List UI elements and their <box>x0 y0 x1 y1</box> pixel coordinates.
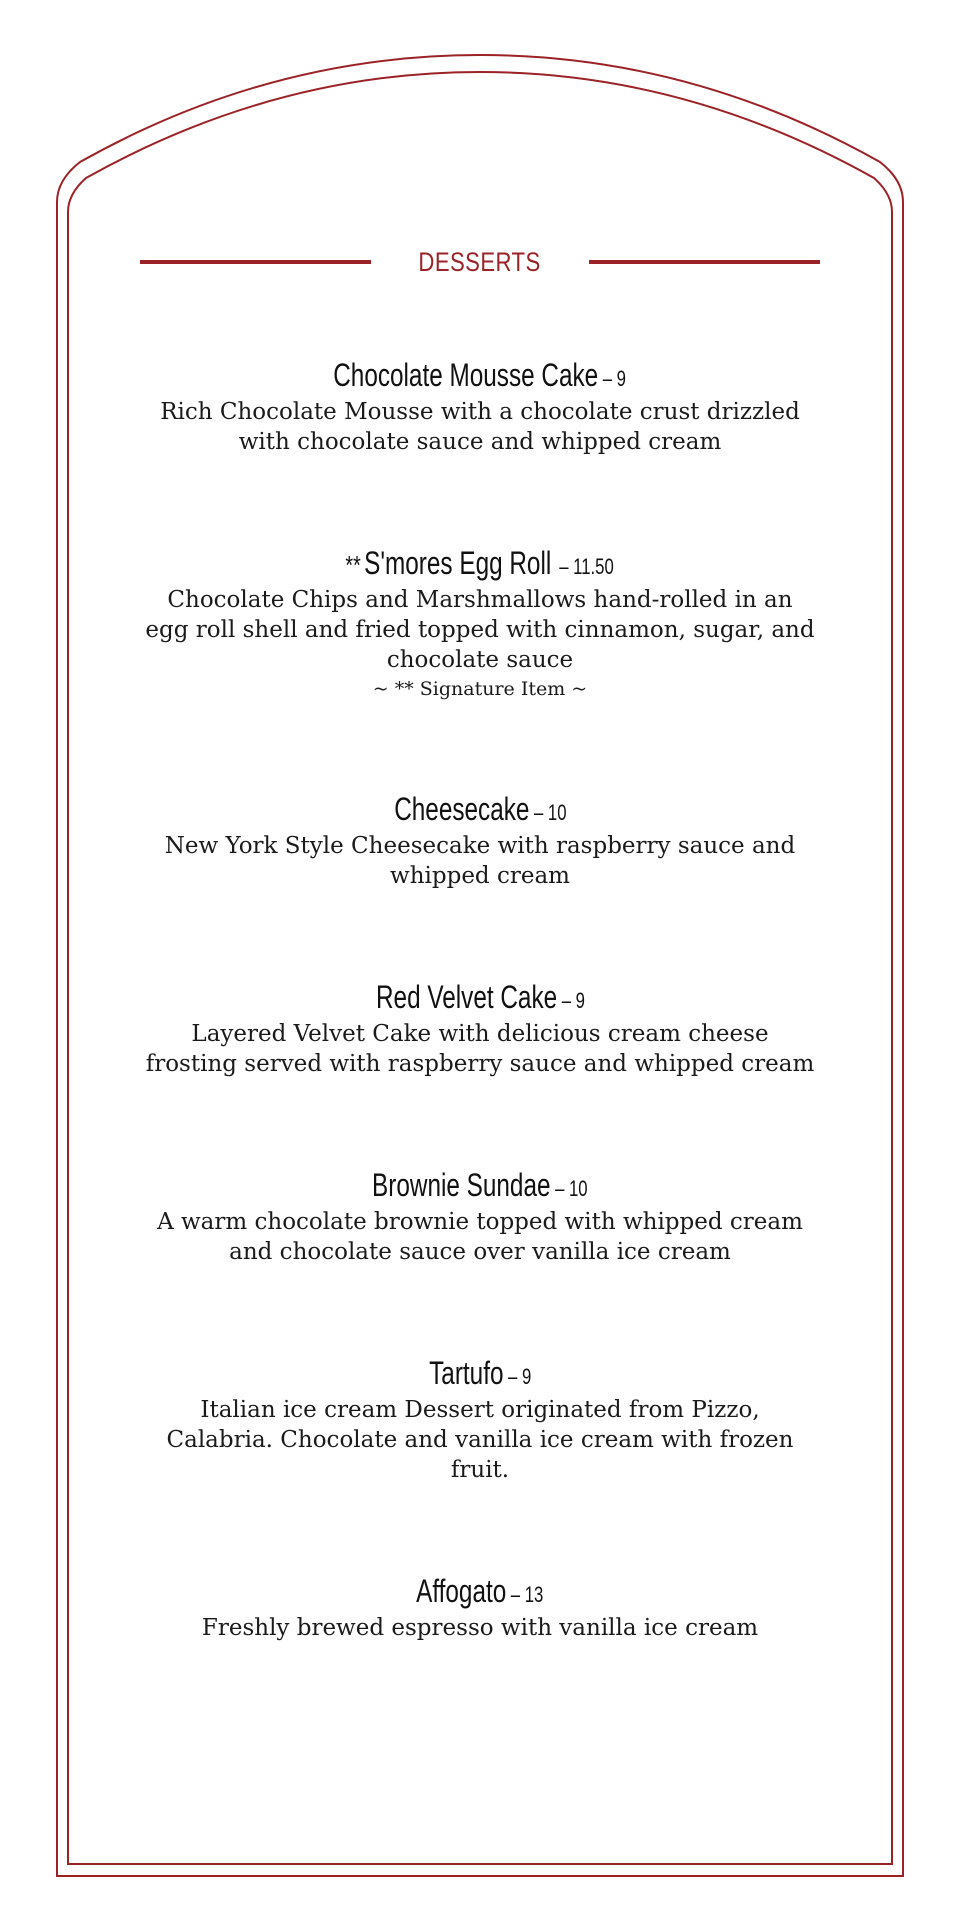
item-name: Tartufo <box>428 1355 504 1391</box>
signature-marker: ** <box>345 550 362 580</box>
header-rule-right <box>589 260 820 264</box>
item-name: Red Velvet Cake <box>375 979 557 1015</box>
item-description: Layered Velvet Cake with delicious cream cheese frosting served with raspberry sauce and whipped cream <box>145 1021 815 1077</box>
menu-item-affogato <box>140 1571 820 1643</box>
item-title-line <box>140 1165 820 1205</box>
item-name: Brownie Sundae <box>372 1167 551 1203</box>
item-price: – 13 <box>511 1582 544 1607</box>
item-title-line <box>140 355 820 395</box>
menu-item-smores-egg-roll <box>140 543 820 703</box>
item-name: Affogato <box>416 1573 507 1609</box>
item-title-line <box>140 1571 820 1611</box>
menu-item-brownie-sundae <box>140 1165 820 1267</box>
section-header <box>140 242 820 282</box>
item-title-line <box>140 977 820 1017</box>
item-title-line <box>140 789 820 829</box>
item-price: – 9 <box>561 988 585 1013</box>
item-name: Chocolate Mousse Cake <box>333 357 599 393</box>
item-name: Cheesecake <box>393 791 530 827</box>
signature-note: ~ ** Signature Item ~ <box>372 678 588 700</box>
menu-item-tartufo <box>140 1353 820 1485</box>
item-price: – 10 <box>555 1176 588 1201</box>
menu-list <box>140 355 820 1729</box>
item-description: Freshly brewed espresso with vanilla ice cream <box>201 1615 759 1641</box>
menu-item-cheesecake <box>140 789 820 891</box>
menu-item-chocolate-mousse-cake <box>140 355 820 457</box>
item-price: – 9 <box>603 366 627 391</box>
item-price: – 11.50 <box>559 554 615 579</box>
item-description: New York Style Cheesecake with raspberry sauce and whipped cream <box>164 833 796 889</box>
item-description: Rich Chocolate Mousse with a chocolate crust drizzled with chocolate sauce and whipped cream <box>160 399 800 455</box>
item-price: – 10 <box>533 800 567 825</box>
item-price: – 9 <box>507 1364 532 1389</box>
item-title-line <box>140 543 820 583</box>
item-title-line <box>140 1353 820 1393</box>
item-description: A warm chocolate brownie topped with whipped cream and chocolate sauce over vanilla ice cream <box>157 1209 803 1265</box>
item-name: S'mores Egg Roll <box>364 545 552 581</box>
item-description: Italian ice cream Dessert originated from Pizzo, Calabria. Chocolate and vanilla ice cream with frozen fruit. <box>166 1397 794 1483</box>
header-rule-left <box>140 260 371 264</box>
menu-item-red-velvet-cake <box>140 977 820 1079</box>
item-description: Chocolate Chips and Marshmallows hand-rolled in an egg roll shell and fried topped with cinnamon, sugar, and chocolate sauce <box>145 587 815 673</box>
section-title: DESSERTS <box>418 246 542 277</box>
